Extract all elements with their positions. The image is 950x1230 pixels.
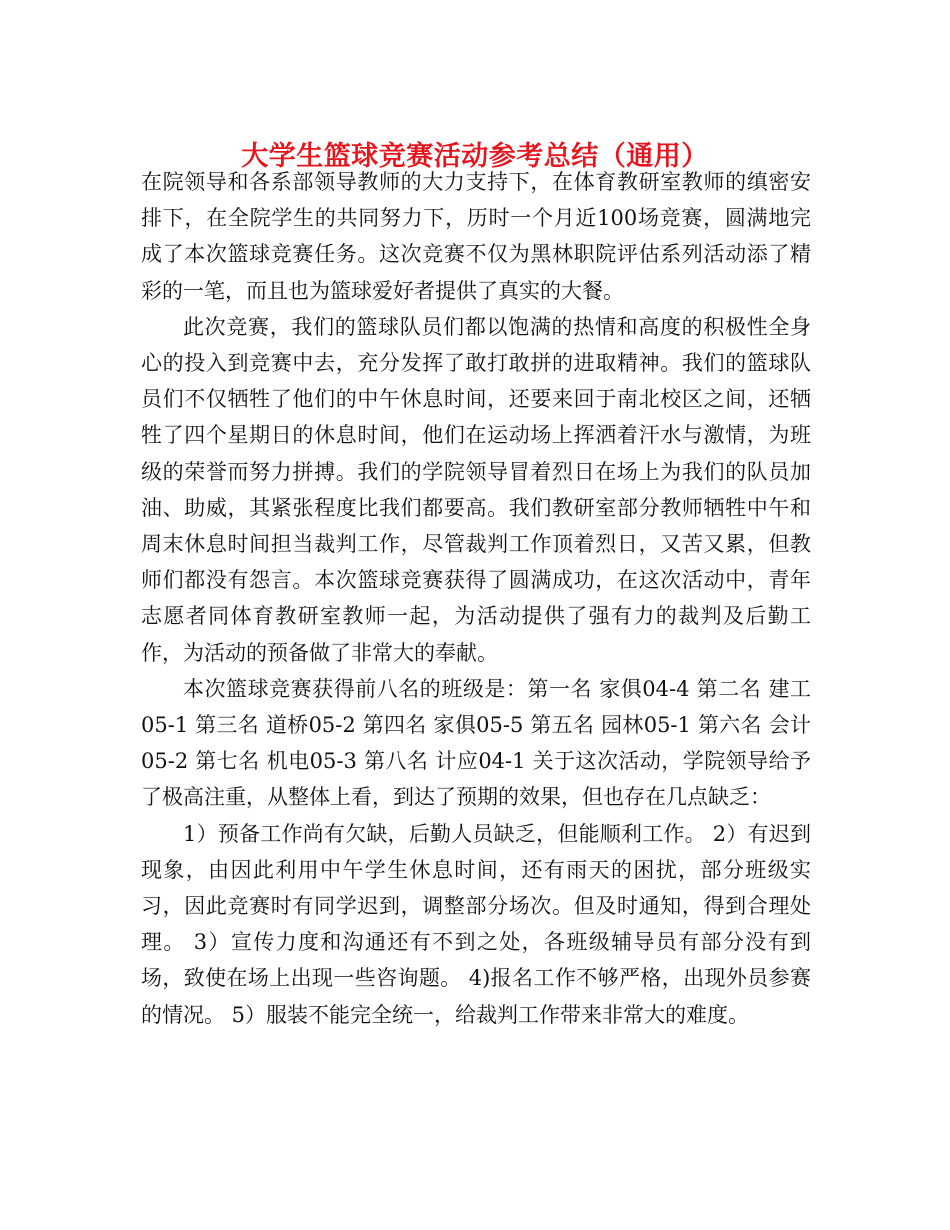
paragraph-rankings: 本次篮球竞赛获得前八名的班级是：第一名 家俱04-4 第二名 建工05-1 第三名 道桥05-2 第四名 家俱05-5 第五名 园林05-1 第六名 会计05-2 第七名 机电05-3 第八名 计应04-1 关于这次活动，学院领导给予了极高注重，从整体上看，到达了预期的效果，但也存在几点缺乏： [141,676,811,810]
document-title: 大学生篮球竞赛活动参考总结（通用） [241,141,709,173]
paragraph-competition: 此次竞赛，我们的篮球队员们都以饱满的热情和高度的积极性全身心的投入到竞赛中去，充分发挥了敢打敢拼的进取精神。我们的篮球队员们不仅牺牲了他们的中午休息时间，还要来回于南北校区之间，还牺牲了四个星期日的休息时间，他们在运动场上挥洒着汗水与激情，为班级的荣誉而努力拼搏。我们的学院领导冒着烈日在场上为我们的队员加油、助威，其紧张程度比我们都要高。我们教研室部分教师牺牲中午和周末休息时间担当裁判工作，尽管裁判工作顶着烈日，又苦又累，但教师们都没有怨言。本次篮球竞赛获得了圆满成功，在这次活动中，青年志愿者同体育教研室教师一起，为活动提供了强有力的裁判及后勤工作，为活动的预备做了非常大的奉献。 [141,314,811,665]
document-body [141,164,811,1033]
paragraph-intro: 在院领导和各系部领导教师的大力支持下，在体育教研室教师的缜密安排下，在全院学生的共同努力下，历时一个月近100场竞赛，圆满地完成了本次篮球竞赛任务。这次竞赛不仅为黑林职院评估系列活动添了精彩的一笔，而且也为篮球爱好者提供了真实的大餐。 [141,170,811,303]
paragraph-shortcomings: 1）预备工作尚有欠缺，后勤人员缺乏，但能顺利工作。 2）有迟到现象，由因此利用中午学生休息时间，还有雨天的困扰，部分班级实习，因此竞赛时有同学迟到，调整部分场次。但及时通知，得到合理处理。 3）宣传力度和沟通还有不到之处，各班级辅导员有部分没有到场，致使在场上出现一些咨询题。 4)报名工作不够严格，出现外员参赛的情况。 5）服装不能完全统一，给裁判工作带来非常大的难度。 [141,821,811,1027]
